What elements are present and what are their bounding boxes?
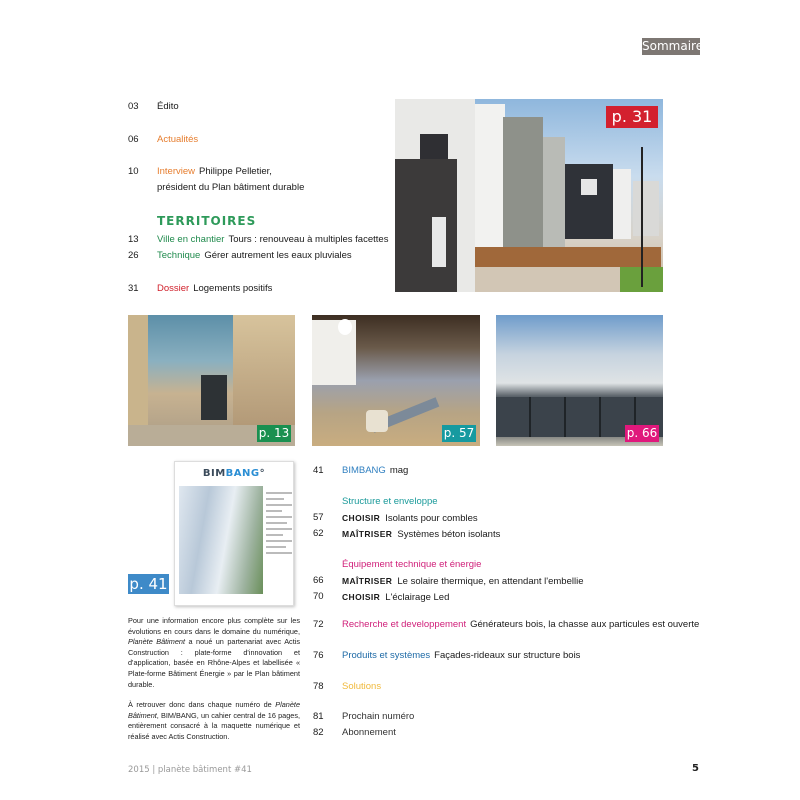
photo-attic-insulation[interactable]: [312, 315, 480, 446]
page-number: 78: [313, 681, 324, 692]
page-number: 76: [313, 650, 324, 661]
magazine-cover-image: [179, 486, 263, 594]
page-number: 26: [128, 250, 139, 261]
entry-keyword: CHOISIR: [342, 592, 381, 602]
photo-houses[interactable]: [395, 99, 663, 292]
entry-title: Isolants pour combles: [385, 513, 478, 524]
page-number: 66: [313, 575, 324, 586]
page-number: 13: [128, 234, 139, 245]
footer-issue-info: 2015 | planète bâtiment #41: [128, 765, 252, 775]
page-number: 82: [313, 727, 324, 738]
entry-label: Technique: [157, 250, 201, 261]
entry-title: Prochain numéro: [342, 711, 415, 722]
page-number: 41: [313, 465, 324, 476]
bimbang-intro-text: Pour une information encore plus complète sur les évolutions en cours dans le domaine du numérique, Planète Bâtiment a noué un partenariat avec Actis Construction : plate-forme d'innovation et d'application, basée en Rhône-Alpes et labellisée « Plate-forme Bâtiment Énergie » par le Plan bâtiment durable. À retrouver donc dans chaque numéro de Planète Bâtiment, BIM/BANG, un cahier central de 16 pages, entièrement consacré à la maquette numérique et réalisé avec Actis Construction.: [128, 616, 301, 741]
magazine-contents-list: [266, 492, 292, 582]
page-number: 31: [128, 283, 139, 294]
page-badge-66: p. 66: [626, 426, 658, 440]
bimbang-magazine-cover[interactable]: [174, 461, 294, 606]
entry-label: BIMBANG: [342, 465, 386, 476]
entry-title: Philippe Pelletier,: [199, 166, 272, 177]
page-number: 10: [128, 166, 139, 177]
entry-title: Abonnement: [342, 727, 396, 738]
entry-label: Ville en chantier: [157, 234, 225, 245]
photo-street-tours[interactable]: [128, 315, 295, 446]
entry-title: Logements positifs: [193, 283, 273, 294]
entry-label: Recherche et developpement: [342, 619, 467, 630]
entry-label: Solutions: [342, 681, 382, 692]
entry-title: Gérer autrement les eaux pluviales: [204, 250, 352, 261]
section-tag-sommaire: Sommaire: [642, 39, 704, 53]
section-heading-territoires: TERRITOIRES: [157, 214, 257, 228]
page-number: 03: [128, 101, 139, 112]
page-badge-41: p. 41: [129, 575, 168, 593]
entry-label: Actualités: [157, 134, 199, 145]
page-number: 62: [313, 528, 324, 539]
page-badge-31: p. 31: [606, 106, 658, 128]
entry-title: Façades-rideaux sur structure bois: [434, 650, 581, 661]
entry-label: Dossier: [157, 283, 190, 294]
entry-title: L'éclairage Led: [385, 592, 450, 603]
entry-title: Le solaire thermique, en attendant l'embellie: [397, 576, 584, 587]
page-badge-57: p. 57: [443, 426, 475, 440]
entry-title: Systèmes béton isolants: [397, 529, 501, 540]
entry-title: Tours : renouveau à multiples facettes: [228, 234, 389, 245]
entry-keyword: MAÎTRISER: [342, 529, 393, 539]
page-number: 57: [313, 512, 324, 523]
page-number: 70: [313, 591, 324, 602]
entry-label: Produits et systèmes: [342, 650, 431, 661]
page-number: 06: [128, 134, 139, 145]
entry-title: mag: [389, 465, 409, 476]
magazine-title: BIMBANG°: [202, 468, 266, 479]
photo-solar-panels[interactable]: [496, 315, 663, 446]
entry-keyword: CHOISIR: [342, 513, 381, 523]
entry-keyword: MAÎTRISER: [342, 576, 393, 586]
entry-subtitle: président du Plan bâtiment durable: [157, 182, 305, 193]
page-badge-13: p. 13: [258, 426, 290, 440]
page-number: 72: [313, 619, 324, 630]
page-number-footer: 5: [692, 763, 699, 774]
entry-label: Interview: [157, 166, 196, 177]
entry-title: Générateurs bois, la chasse aux particules est ouverte: [470, 619, 700, 630]
page-number: 81: [313, 711, 324, 722]
entry-title: Édito: [157, 101, 179, 112]
